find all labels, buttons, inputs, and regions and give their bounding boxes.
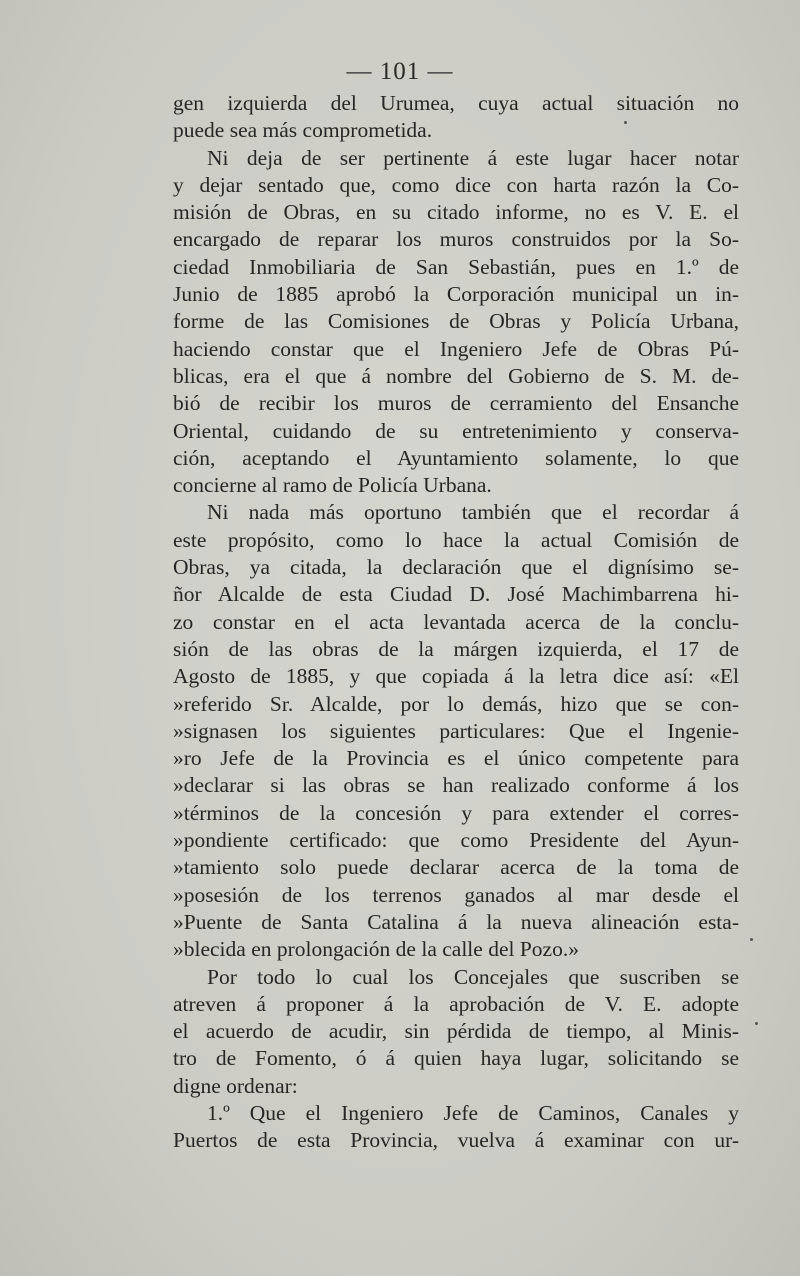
text-line: Junio de 1885 aprobó la Corporación municipal un in-	[173, 282, 739, 307]
text-line: Ni nada más oportuno también que el recordar á	[207, 500, 739, 525]
text-line: zo constar en el acta levantada acerca de la conclu-	[173, 609, 739, 634]
text-line: »signasen los siguientes particulares: Que el Ingenie-	[173, 718, 739, 743]
text-line: Puertos de esta Provincia, vuelva á examinar con ur-	[173, 1128, 739, 1153]
text-line: Agosto de 1885, y que copiada á la letra dice así: «El	[173, 664, 739, 689]
text-line: tro de Fomento, ó á quien haya lugar, solicitando se	[173, 1046, 739, 1071]
text-line: forme de las Comisiones de Obras y Policía Urbana,	[173, 309, 739, 334]
text-line: ñor Alcalde de esta Ciudad D. José Machimbarrena hi-	[173, 582, 739, 607]
text-line: concierne al ramo de Policía Urbana.	[173, 473, 492, 498]
text-line: »tamiento solo puede declarar acerca de la toma de	[173, 855, 739, 880]
text-line: gen izquierda del Urumea, cuya actual situación no	[173, 91, 739, 115]
text-line: »blecida en prolongación de la calle del Pozo.»	[173, 937, 579, 962]
text-line: y dejar sentado que, como dice con harta razón la Co-	[173, 172, 739, 197]
text-line: »ro Jefe de la Provincia es el único competente para	[173, 746, 739, 771]
text-line: Oriental, cuidando de su entretenimiento y conserva-	[173, 418, 739, 443]
text-line: este propósito, como lo hace la actual Comisión de	[173, 527, 739, 552]
text-line: »declarar si las obras se han realizado conforme á los	[173, 773, 739, 798]
text-line: atreven á proponer á la aprobación de V. E. adopte	[173, 991, 739, 1016]
text-line: »referido Sr. Alcalde, por lo demás, hizo que se con-	[173, 691, 739, 716]
text-line: »términos de la concesión y para extender el corres-	[173, 800, 739, 825]
text-line: misión de Obras, en su citado informe, no es V. E. el	[173, 200, 739, 225]
text-line: sión de las obras de la márgen izquierda, el 17 de	[173, 636, 739, 661]
text-line: Obras, ya citada, la declaración que el dignísimo se-	[173, 555, 739, 580]
text-line: ción, aceptando el Ayuntamiento solamente, lo que	[173, 445, 739, 470]
text-line: puede sea más comprometida.	[173, 118, 433, 143]
text-line: Por todo lo cual los Concejales que suscriben se	[207, 964, 739, 989]
body-text	[173, 90, 739, 1155]
text-line: el acuerdo de acudir, sin pérdida de tiempo, al Minis-	[173, 1019, 739, 1044]
text-line: »posesión de los terrenos ganados al mar desde el	[173, 882, 739, 907]
text-line: 1.º Que el Ingeniero Jefe de Caminos, Canales y	[207, 1100, 739, 1125]
text-line: digne ordenar:	[173, 1073, 298, 1098]
ink-speck	[750, 938, 753, 941]
text-line: ciedad Inmobiliaria de San Sebastián, pues en 1.º de	[173, 254, 739, 279]
text-line: »pondiente certificado: que como Presidente del Ayun-	[173, 828, 739, 853]
ink-speck	[755, 1022, 758, 1025]
text-line: blicas, era el que á nombre del Gobierno de S. M. de-	[173, 363, 739, 388]
ink-speck	[624, 121, 627, 124]
text-line: bió de recibir los muros de cerramiento del Ensanche	[173, 391, 739, 416]
text-line: haciendo constar que el Ingeniero Jefe de Obras Pú-	[173, 336, 739, 361]
text-line: Ni deja de ser pertinente á este lugar hacer notar	[207, 145, 739, 170]
text-line: »Puente de Santa Catalina á la nueva alineación esta-	[173, 909, 739, 934]
page-number: — 101 —	[346, 58, 454, 85]
text-line: encargado de reparar los muros construidos por la So-	[173, 227, 739, 252]
